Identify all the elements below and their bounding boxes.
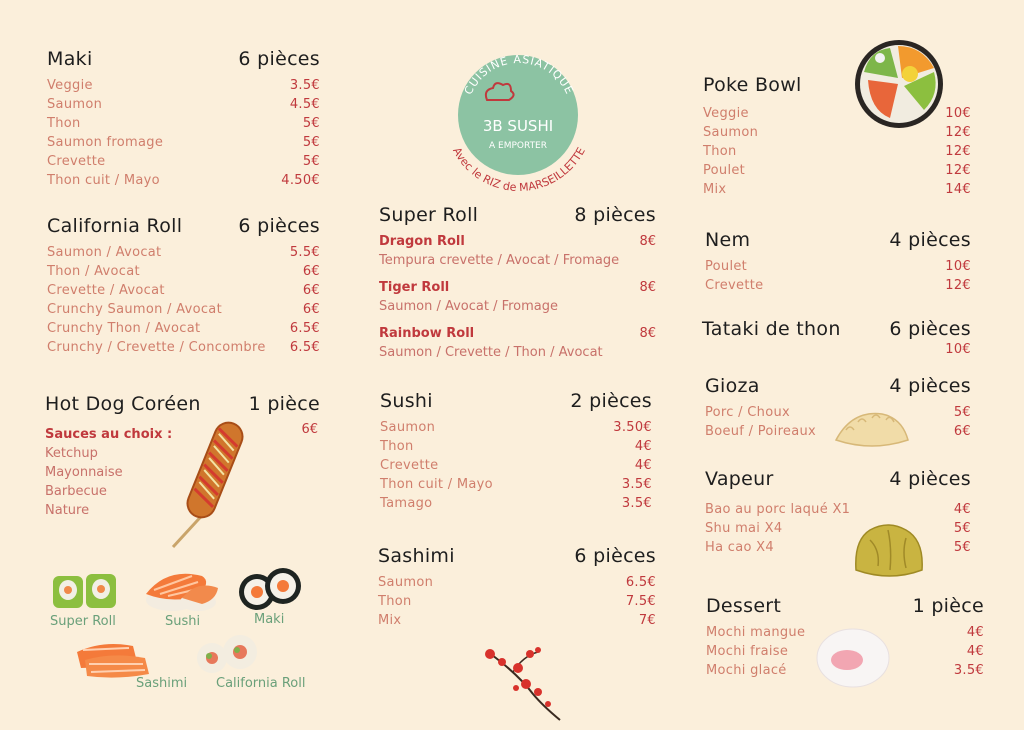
section-title: Poke Bowl bbox=[703, 74, 802, 96]
gioza-image bbox=[832, 406, 912, 454]
menu-item: Shu mai X4 5€ bbox=[705, 521, 971, 536]
sushi-image bbox=[142, 562, 220, 617]
menu-item: Saumon 4.5€ bbox=[47, 97, 320, 112]
section-qty: 2 pièces bbox=[570, 390, 652, 412]
section-title: Dessert bbox=[706, 595, 782, 617]
menu-item: Thon cuit / Mayo 4.50€ bbox=[47, 173, 320, 188]
maki-image bbox=[237, 566, 303, 614]
california-section bbox=[47, 215, 320, 357]
menu-item: Dragon Roll 8€ Tempura crevette / Avocat / Fromage bbox=[379, 234, 656, 268]
caption-sushi: Sushi bbox=[165, 614, 201, 629]
tataki-section bbox=[702, 318, 971, 359]
section-qty: 6 pièces bbox=[238, 215, 320, 237]
vapeur-image bbox=[850, 520, 928, 584]
menu-item: Boeuf / Poireaux 6€ bbox=[705, 424, 971, 439]
menu-item: Mochi glacé 3.5€ bbox=[706, 663, 984, 678]
menu-item: Crevette 5€ bbox=[47, 154, 320, 169]
section-qty: 4 pièces bbox=[889, 375, 971, 397]
logo-arc-text: Avec le RIZ de MARSEILLETTE bbox=[450, 145, 588, 195]
super-roll-image bbox=[50, 568, 120, 613]
menu-item: Saumon 6.5€ bbox=[378, 575, 656, 590]
section-qty: 6 pièces bbox=[574, 545, 656, 567]
section-title: Super Roll bbox=[379, 204, 479, 226]
section-qty: 4 pièces bbox=[889, 468, 971, 490]
sauce-item: Ketchup bbox=[45, 446, 98, 461]
section-title: Gioza bbox=[705, 375, 760, 397]
menu-item: Thon 7.5€ bbox=[378, 594, 656, 609]
section-title: Vapeur bbox=[705, 468, 774, 490]
menu-item: Thon 5€ bbox=[47, 116, 320, 131]
menu-item: Saumon 3.50€ bbox=[380, 420, 652, 435]
logo-sub: A EMPORTER bbox=[488, 141, 548, 151]
caption-sashimi: Sashimi bbox=[136, 676, 188, 691]
menu-item: Thon / Avocat 6€ bbox=[47, 264, 320, 279]
mochi-image bbox=[815, 626, 891, 688]
menu-item: Crevette 12€ bbox=[705, 278, 971, 293]
sauce-item: Mayonnaise bbox=[45, 465, 123, 480]
menu-item: Mix 14€ bbox=[703, 182, 971, 197]
menu-item: Thon 12€ bbox=[703, 144, 971, 159]
menu-item: Veggie 10€ bbox=[703, 106, 971, 121]
menu-item: Crunchy Thon / Avocat 6.5€ bbox=[47, 321, 320, 336]
nem-section bbox=[705, 229, 971, 295]
section-qty: 6 pièces bbox=[238, 48, 320, 70]
section-title: Nem bbox=[705, 229, 751, 251]
sauce-item: Nature bbox=[45, 503, 90, 518]
menu-item: Saumon fromage 5€ bbox=[47, 135, 320, 150]
cherry-blossom-decoration bbox=[478, 644, 568, 722]
menu-item: Mochi mangue 4€ bbox=[706, 625, 984, 640]
sushi-section bbox=[380, 390, 652, 513]
menu-item: Saumon 12€ bbox=[703, 125, 971, 140]
section-title: Sushi bbox=[380, 390, 433, 412]
section-title: Tataki de thon bbox=[702, 318, 841, 340]
menu-item: Porc / Choux 5€ bbox=[705, 405, 971, 420]
caption-super-roll: Super Roll bbox=[50, 614, 116, 629]
menu-item: Thon cuit / Mayo 3.5€ bbox=[380, 477, 652, 492]
menu-item: Crevette / Avocat 6€ bbox=[47, 283, 320, 298]
section-title: Hot Dog Coréen bbox=[45, 393, 201, 415]
logo-name: 3B SUSHI bbox=[482, 117, 554, 135]
menu-item: Saumon / Avocat 5.5€ bbox=[47, 245, 320, 260]
caption-california: California Roll bbox=[216, 676, 306, 691]
menu-item: Veggie 3.5€ bbox=[47, 78, 320, 93]
menu-item: Mix 7€ bbox=[378, 613, 656, 628]
hotdog-image bbox=[165, 415, 260, 550]
vapeur-section bbox=[705, 468, 971, 557]
menu-item: Poulet 10€ bbox=[705, 259, 971, 274]
menu-item: Rainbow Roll 8€ Saumon / Crevette / Thon / Avocat bbox=[379, 326, 656, 360]
menu-item: Tiger Roll 8€ Saumon / Avocat / Fromage bbox=[379, 280, 656, 314]
menu-item: Tamago 3.5€ bbox=[380, 496, 652, 511]
sauce-item: Barbecue bbox=[45, 484, 107, 499]
menu-item: Crevette 4€ bbox=[380, 458, 652, 473]
caption-maki: Maki bbox=[254, 612, 285, 627]
superroll-section bbox=[379, 204, 656, 370]
section-qty: 8 pièces bbox=[574, 204, 656, 226]
maki-section bbox=[47, 48, 320, 190]
menu-item: Poulet 12€ bbox=[703, 163, 971, 178]
sauces-label: Sauces au choix : bbox=[45, 427, 173, 442]
menu-item: Crunchy Saumon / Avocat 6€ bbox=[47, 302, 320, 317]
section-qty: 4 pièces bbox=[889, 229, 971, 251]
menu-item: Mochi fraise 4€ bbox=[706, 644, 984, 659]
menu-item: Bao au porc laqué X1 4€ bbox=[705, 502, 971, 517]
poke-section bbox=[703, 74, 971, 199]
section-title: California Roll bbox=[47, 215, 183, 237]
section-qty: 1 pièce bbox=[912, 595, 984, 617]
section-qty: 6 pièces bbox=[889, 318, 971, 340]
menu-item: Thon 4€ bbox=[380, 439, 652, 454]
section-title: Sashimi bbox=[378, 545, 455, 567]
sashimi-section bbox=[378, 545, 656, 630]
section-qty: 1 pièce bbox=[248, 393, 320, 415]
california-image bbox=[192, 630, 262, 678]
menu-item: 10€ bbox=[945, 342, 971, 357]
restaurant-logo bbox=[435, 45, 600, 195]
hotdog-price: 6€ bbox=[301, 422, 318, 437]
logo-top-text: CUISINE ASIATIQUE bbox=[461, 52, 577, 97]
menu-item: Crunchy / Crevette / Concombre 6.5€ bbox=[47, 340, 320, 355]
section-title: Maki bbox=[47, 48, 93, 70]
menu-item: Ha cao X4 5€ bbox=[705, 540, 971, 555]
